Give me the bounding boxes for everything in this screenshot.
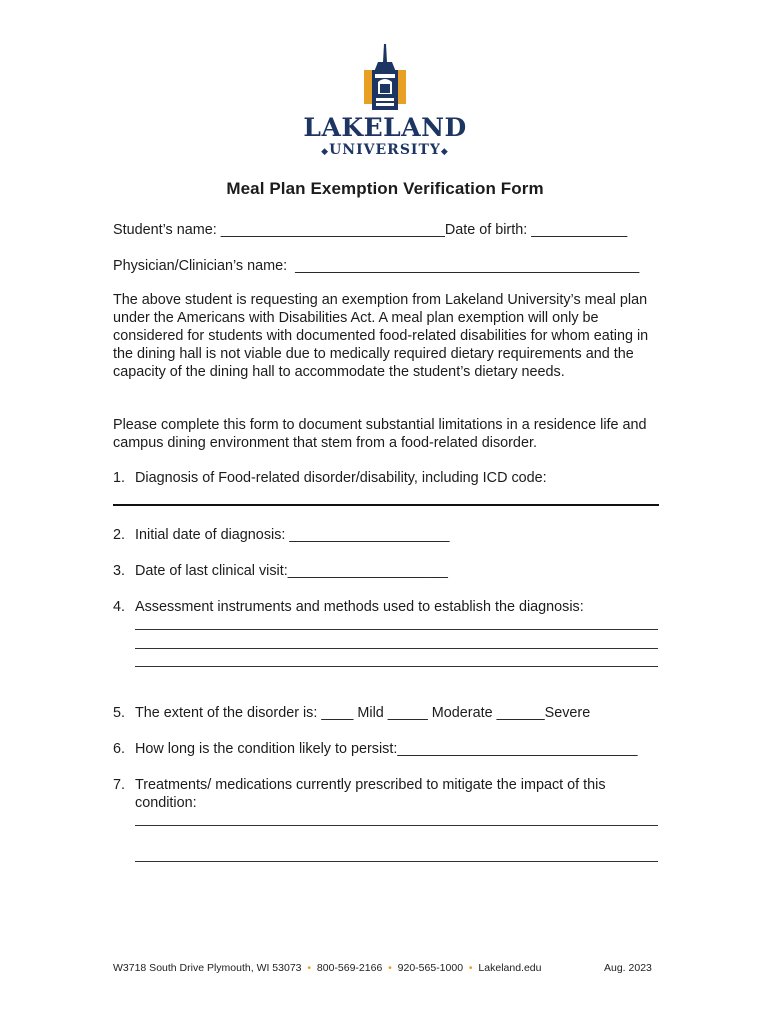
intro-paragraph: The above student is requesting an exemption from Lakeland University’s meal plan under the Americans with Disabilities Act. A meal plan exemption will only be considered for students with documented food-related disabilities for whom eating in the dining hall is not viable due to medically required dietary requirements and the capacity of the dining hall to accommodate the student’s dietary needs.: [113, 292, 649, 380]
question-4-answer-line[interactable]: [135, 648, 658, 649]
question-number: 2.: [113, 527, 126, 543]
footer-separator: •: [307, 962, 312, 974]
question-2-text[interactable]: Initial date of diagnosis: ____________________: [135, 527, 450, 543]
question-4-answer-line[interactable]: [135, 666, 658, 667]
question-5-text[interactable]: The extent of the disorder is: ____ Mild _____ Moderate ______Severe: [135, 705, 591, 721]
physician-name-line[interactable]: Physician/Clinician’s name: ___________________________________________: [113, 258, 640, 274]
question-number: 7.: [113, 777, 126, 793]
question-number: 6.: [113, 741, 126, 757]
footer-date: Aug. 2023: [604, 962, 652, 974]
question-7-text: Treatments/ medications currently prescribed to mitigate the impact of this: [135, 777, 606, 793]
logo-subwordmark: ◆UNIVERSITY◆: [321, 142, 449, 158]
footer-website[interactable]: Lakeland.edu: [478, 962, 542, 974]
footer-separator: •: [468, 962, 473, 974]
question-7-text-continued: condition:: [135, 795, 197, 811]
question-6-text[interactable]: How long is the condition likely to persist:______________________________: [135, 741, 638, 757]
question-number: 3.: [113, 563, 126, 579]
question-1-answer-line[interactable]: [113, 504, 659, 506]
footer-phone-2: 920-565-1000: [397, 962, 464, 974]
form-title: Meal Plan Exemption Verification Form: [226, 179, 544, 198]
question-4-text: Assessment instruments and methods used to establish the diagnosis:: [135, 599, 584, 615]
question-7-answer-line[interactable]: [135, 861, 658, 862]
lakeland-university-logo: [300, 42, 470, 164]
logo-wordmark: LAKELAND: [303, 113, 467, 142]
instructions-paragraph: Please complete this form to document substantial limitations in a residence life and campus dining environment that stem from a food-related disorder.: [113, 417, 647, 451]
diamond-icon: ◆: [440, 147, 449, 157]
question-4-answer-line[interactable]: [135, 629, 658, 630]
question-7-answer-line[interactable]: [135, 825, 658, 826]
footer-separator: •: [388, 962, 392, 974]
question-number: 4.: [113, 599, 126, 615]
student-name-line[interactable]: Student’s name: ____________________________Date of birth: ____________: [113, 222, 628, 238]
question-number: 1.: [113, 470, 126, 486]
question-number: 5.: [113, 705, 126, 721]
footer-address: W3718 South Drive Plymouth, WI 53073: [113, 962, 302, 974]
footer-contact: [113, 962, 541, 974]
footer-phone-1: 800-569-2166: [316, 962, 383, 974]
question-3-text[interactable]: Date of last clinical visit:____________________: [135, 563, 448, 579]
diamond-icon: ◆: [321, 147, 330, 157]
question-1-text: Diagnosis of Food-related disorder/disability, including ICD code:: [135, 470, 547, 486]
